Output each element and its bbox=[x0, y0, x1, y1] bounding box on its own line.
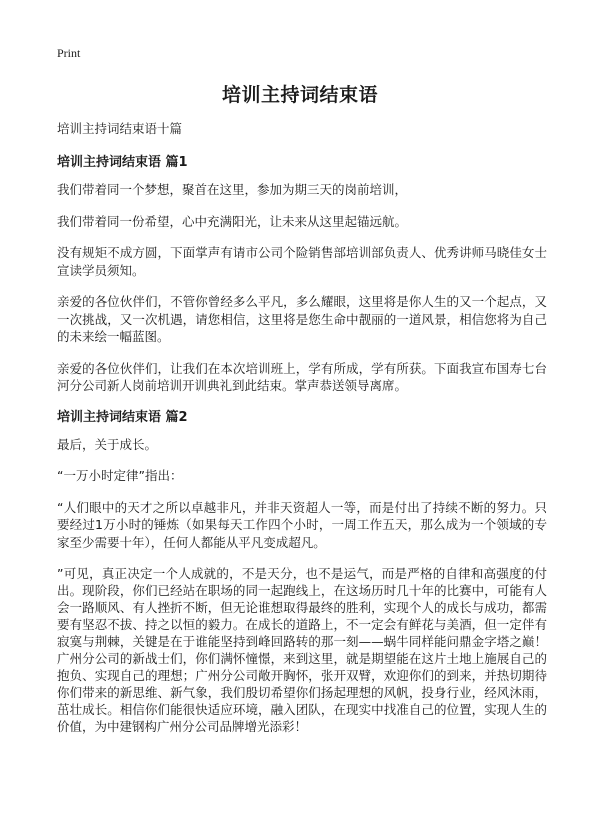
paragraph: “人们眼中的天才之所以卓越非凡，并非天资超人一等，而是付出了持续不断的努力。只要经过1万小时的锤炼（如果每天工作四个小时，一周工作五天，那么成为一个领域的专家至少需要十年），任何人都能从平凡变成超凡。 bbox=[57, 499, 547, 550]
paragraph: 亲爱的各位伙伴们，让我们在本次培训班上，学有所成，学有所获。下面我宣布国寿七台河分公司新人岗前培训开训典礼到此结束。掌声恭送领导离席。 bbox=[57, 360, 547, 393]
print-label[interactable]: Print bbox=[57, 46, 81, 60]
document-subtitle: 培训主持词结束语十篇 bbox=[57, 121, 183, 136]
paragraph: 没有规矩不成方圆，下面掌声有请市公司个险销售部培训部负责人、优秀讲师马晓佳女士宣读学员须知。 bbox=[57, 245, 547, 278]
paragraph: 我们带着同一个梦想，聚首在这里，参加为期三天的岗前培训， bbox=[57, 182, 408, 197]
paragraph: “一万小时定律”指出： bbox=[57, 468, 183, 483]
section-1 bbox=[57, 154, 547, 395]
paragraph: 亲爱的各位伙伴们，不管你曾经多么平凡，多么耀眼，这里将是你人生的又一个起点，又一次挑战，又一次机遇，请您相信，这里将是您生命中靓丽的一道风景，相信您将为自己的未来绘一幅蓝图。 bbox=[57, 294, 547, 344]
document-body bbox=[57, 120, 547, 749]
section-heading: 培训主持词结束语 篇1 bbox=[57, 155, 188, 170]
paragraph: ”可见，真正决定一个人成就的，不是天分，也不是运气，而是严格的自律和高强度的付出。现阶段，你们已经站在职场的同一起跑线上，在这场历时几十年的比赛中，可能有人会一路顺风、有人挫折不断，但无论谁想取得最终的胜利，实现个人的成长与成功，都需要有坚忍不拔、持之以恒的毅力。在成长的道路上，不一定会有鲜花与美酒，但一定伴有寂寞与荆棘，关键是在于谁能坚持到峰回路转的那一刻——蜗牛同样能问鼎金字塔之巅！广州分公司的新战士们，你们满怀憧憬，来到这里，就是期望能在这片土地上施展自己的抱负、实现自己的理想；广州分公司敞开胸怀，张开双臂，欢迎你们的到来，并热切期待你们带来的新思维、新气象，我们殷切希望你们扬起理想的风帆，投身行业，经风沐雨，茁壮成长。相信你们能很快适应环境，融入团队，在现实中找准自己的位置，实现人生的价值，为中建钢构广州分公司品牌增光添彩！ bbox=[57, 566, 547, 734]
paragraph: 我们带着同一份希望，心中充满阳光，让未来从这里起锚远航。 bbox=[57, 213, 408, 229]
section-2 bbox=[57, 409, 547, 736]
paragraph: 最后，关于成长。 bbox=[57, 436, 158, 452]
document-title: 培训主持词结束语 bbox=[221, 84, 378, 106]
section-heading: 培训主持词结束语 篇2 bbox=[57, 409, 188, 425]
